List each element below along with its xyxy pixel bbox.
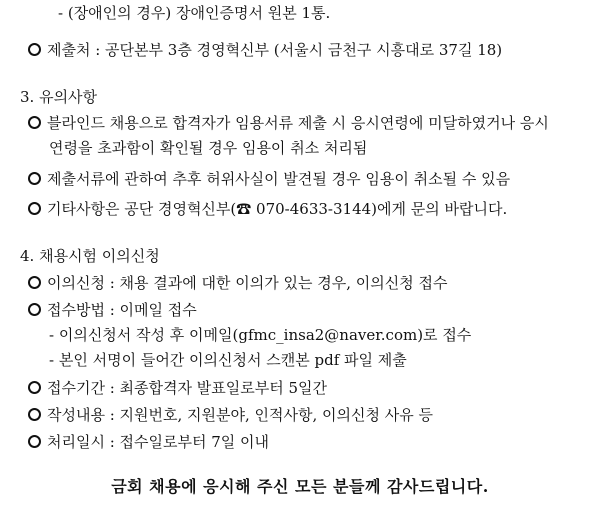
- circle-bullet-icon: [28, 116, 41, 129]
- blind-hiring-item: 블라인드 채용으로 합격자가 임용서류 제출 시 응시연령에 미달하였거나 응시: [28, 113, 549, 133]
- submit-place-item: 제출처 : 공단본부 3층 경영혁신부 (서울시 금천구 시흥대로 37길 18): [28, 40, 502, 60]
- content-item: 작성내용 : 지원번호, 지원분야, 인적사항, 이의신청 사유 등: [28, 405, 433, 425]
- circle-bullet-icon: [28, 43, 41, 56]
- false-documents-item: 제출서류에 관하여 추후 허위사실이 발견될 경우 임용이 취소될 수 있음: [28, 169, 510, 189]
- objection-item: 이의신청 : 채용 결과에 대한 이의가 있는 경우, 이의신청 접수: [28, 273, 448, 293]
- contact-item: 기타사항은 공단 경영혁신부(☎ 070-4633-3144)에게 문의 바랍니다.: [28, 199, 507, 219]
- blind-hiring-item-cont: 연령을 초과함이 확인될 경우 임용이 취소 처리됨: [49, 139, 368, 157]
- process-item: 처리일시 : 접수일로부터 7일 이내: [28, 432, 269, 452]
- section-heading-objection: 4. 채용시험 이의신청: [20, 247, 160, 265]
- circle-bullet-icon: [28, 172, 41, 185]
- circle-bullet-icon: [28, 435, 41, 448]
- method-item: 접수방법 : 이메일 접수: [28, 300, 197, 320]
- circle-bullet-icon: [28, 303, 41, 316]
- method-sub-signature: - 본인 서명이 들어간 이의신청서 스캔본 pdf 파일 제출: [49, 351, 407, 369]
- circle-bullet-icon: [28, 381, 41, 394]
- circle-bullet-icon: [28, 202, 41, 215]
- circle-bullet-icon: [28, 276, 41, 289]
- disability-certificate-note: - (장애인의 경우) 장애인증명서 원본 1통.: [58, 4, 331, 22]
- method-sub-email: - 이의신청서 작성 후 이메일(gfmc_insa2@naver.com)로 접수: [49, 326, 472, 344]
- closing-message: 금회 채용에 응시해 주신 모든 분들께 감사드립니다.: [111, 477, 489, 496]
- section-heading-notes: 3. 유의사항: [20, 88, 98, 106]
- circle-bullet-icon: [28, 408, 41, 421]
- period-item: 접수기간 : 최종합격자 발표일로부터 5일간: [28, 378, 327, 398]
